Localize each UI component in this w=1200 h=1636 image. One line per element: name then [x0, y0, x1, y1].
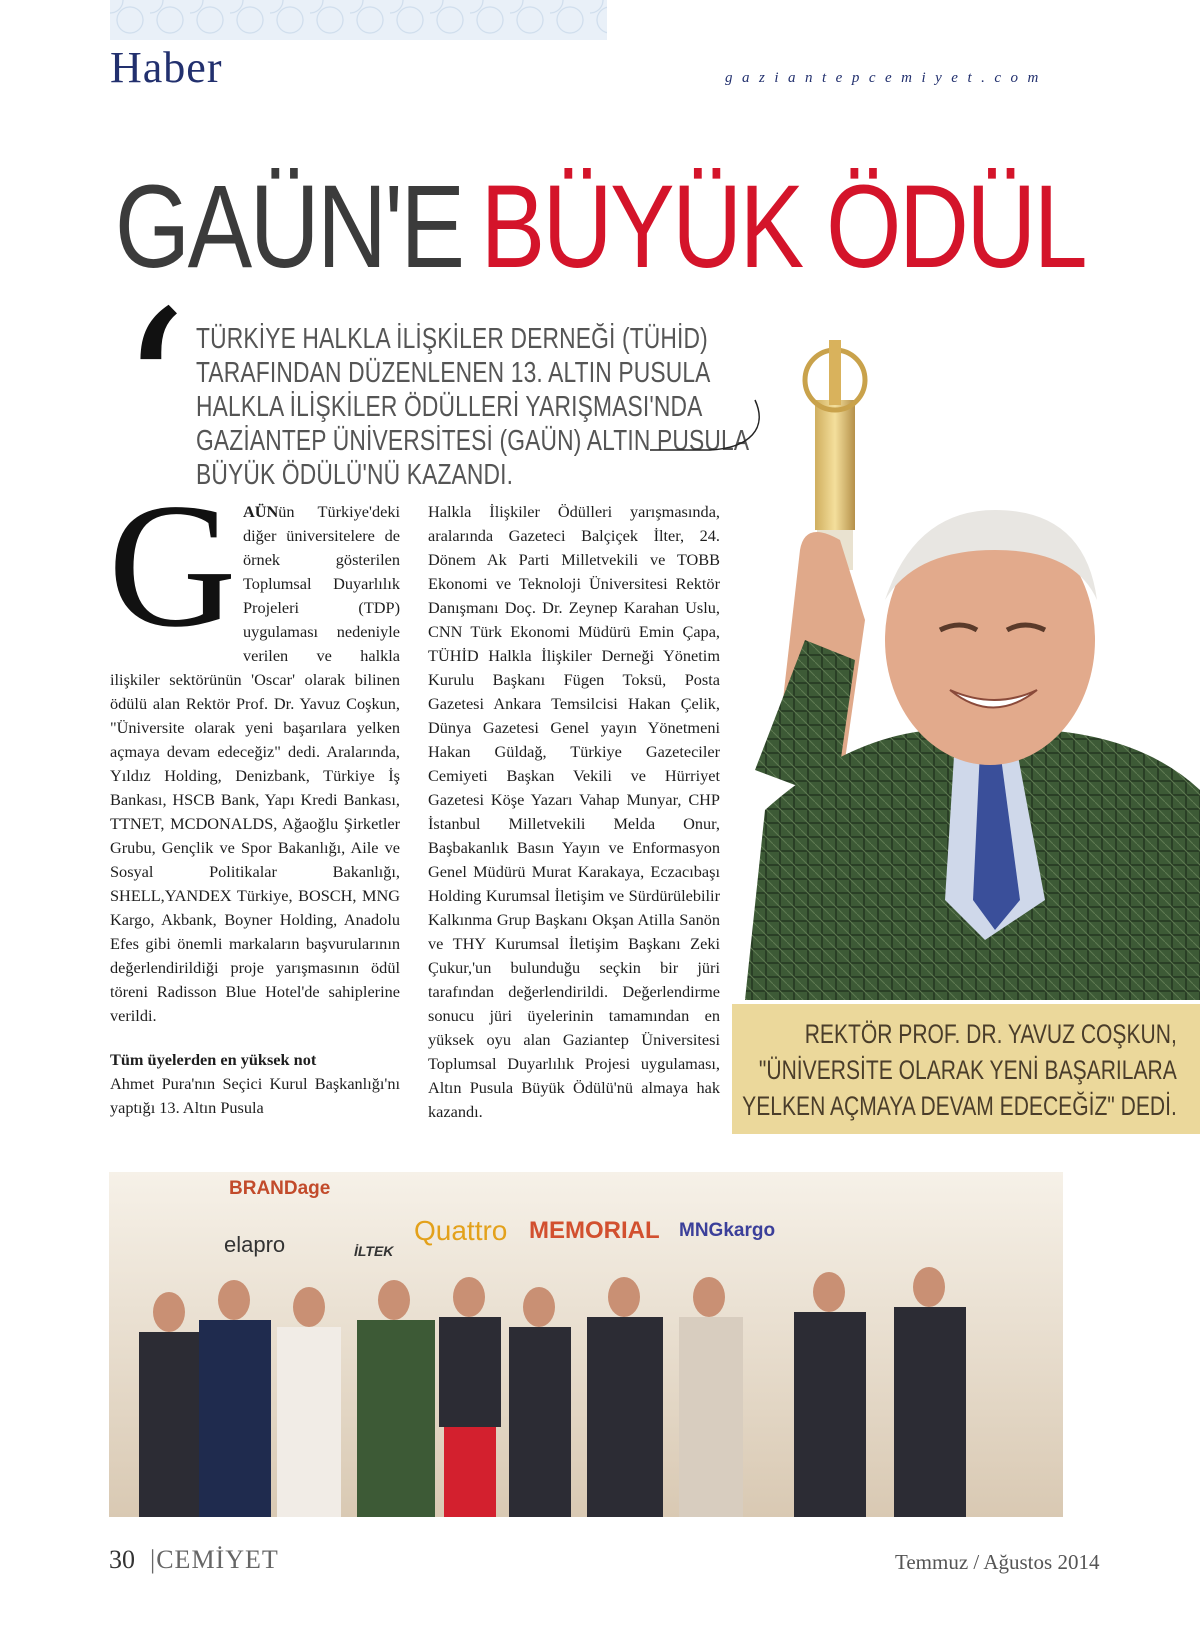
- article-column-1-body: [110, 500, 400, 1120]
- column-1-subheading: Tüm üyelerden en yüksek not: [110, 1050, 317, 1069]
- column-1-paragraph-2: Ahmet Pura'nın Seçici Kurul Başkanlığı'nı yaptığı 13. Altın Pusula: [110, 1074, 400, 1117]
- page-number: 30: [109, 1545, 135, 1574]
- article-headline: [108, 161, 1092, 293]
- site-url[interactable]: gaziantepcemiyet.com: [725, 70, 1048, 86]
- headline-part-1: GAÜN'E: [114, 161, 463, 293]
- drop-cap: G: [108, 466, 237, 664]
- article-intro: TÜRKİYE HALKLA İLİŞKİLER DERNEĞİ (TÜHİD) TARAFINDAN DÜZENLENEN 13. ALTIN PUSULA HALKLA İLİŞKİLER ÖDÜLLERİ YARIŞMASI'NDA GAZİANTEP ÜNİVERSİTESİ (GAÜN) ALTIN PUSULA BÜYÜK ÖDÜLÜ'NÜ KAZANDI.: [196, 323, 748, 491]
- magazine-name-text: CEMİYET: [156, 1545, 279, 1574]
- dropcap-spacer: [110, 500, 243, 646]
- photo-caption: REKTÖR PROF. DR. YAVUZ COŞKUN, "ÜNİVERSİTE OLARAK YENİ BAŞARILARA YELKEN AÇMAYA DEVAM EDECEĞİZ" DEDİ.: [742, 1019, 1177, 1121]
- column-1-paragraph-1: ün Türkiye'deki diğer üniversitelere de örnek gösterilen Toplumsal Duyarlılık Projeleri (TDP) uygulaması nedeniyle verilen ve halkla ilişkiler sektörünün 'Oscar' olarak bilinen ödülü alan Rektör Prof. Dr. Yavuz Coşkun, "Üniversite olarak yeni başarılara yelken açmaya devam edeceğiz" dedi. Aralarında, Yıldız Holding, Denizbank, Türkiye İş Bankası, HSCB Bank, Yapı Kredi Bankası, TTNET, MCDONALDS, Ağaoğlu Şirketler Grubu, Gençlik ve Spor Bakanlığı, Aile ve Sosyal Politikalar Bakanlığı, SHELL,YANDEX Türkiye, BOSCH, MNG Kargo, Akbank, Boyner Holding, Anadolu Efes gibi önemli markaların başvurularının değerlendirildiği proje yarışmasının ödül töreni Radisson Blue Hotel'de sahiplerine verildi.: [110, 502, 400, 1025]
- rector-portrait-image: [745, 340, 1200, 1000]
- header-pattern: [110, 0, 607, 40]
- lead-word: AÜN: [243, 502, 279, 521]
- logo-brandage: BRANDage: [229, 1178, 331, 1199]
- logo-elapro: elapro: [224, 1232, 286, 1257]
- award-ceremony-group-photo: [109, 1172, 1063, 1517]
- logo-quattro: Quattro: [414, 1215, 508, 1246]
- lead-word-spacer: [243, 500, 278, 524]
- logo-iltek: İLTEK: [354, 1243, 394, 1259]
- logo-mng-kargo: MNGkargo: [679, 1220, 776, 1241]
- issue-date: Temmuz / Ağustos 2014: [895, 1550, 1100, 1574]
- section-label: Haber: [110, 43, 223, 92]
- quote-mark-icon: ‘: [118, 264, 188, 520]
- headline-part-2: BÜYÜK ÖDÜL: [480, 161, 1086, 293]
- logo-memorial: MEMORIAL: [529, 1217, 660, 1244]
- magazine-name: |CEMİYET: [150, 1545, 279, 1574]
- article-column-2: Halkla İlişkiler Ödülleri yarışmasında, aralarında Gazeteci Balçiçek İlter, 24. Dönem Ak Parti Milletvekili ve TOBB Ekonomi ve Teknoloji Üniversitesi Rektör Danışmanı Doç. Dr. Zeynep Karahan Uslu, CNN Türk Ekonomi Müdürü Emin Çapa, TÜHİD Halkla İlişkiler Derneği Yönetim Kurulu Başkanı Fügen Toksü, Posta Gazetesi Ankara Temsilcisi Hakan Çelik, Dünya Gazetesi Genel yayın Yönetmeni Hakan Güldağ, Türkiye Gazeteciler Cemiyeti Başkan Vekili ve Hürriyet Gazetesi Köşe Yazarı Vahap Munyar, CHP İstanbul Milletvekili Melda Onur, Başbakanlık Basın Yayın ve Enformasyon Genel Müdürü Murat Karakaya, Eczacıbaşı Holding Kurumsal İletişim ve Sürdürülebilir Kalkınma Grup Başkanı Okşan Atilla Sanön ve THY Kurumsal İletişim Başkanı Zeki Çukur,'un bulunduğu seçkin bir jüri tarafından değerlendirildi. Değerlendirme sonucu jüri üyelerinin tamamından en yüksek oyu alan Gaziantep Üniversitesi Toplumsal Duyarlılık Projesi uygulaması, Altın Pusula Büyük Ödülü'nü almaya hak kazandı.: [428, 502, 720, 1121]
